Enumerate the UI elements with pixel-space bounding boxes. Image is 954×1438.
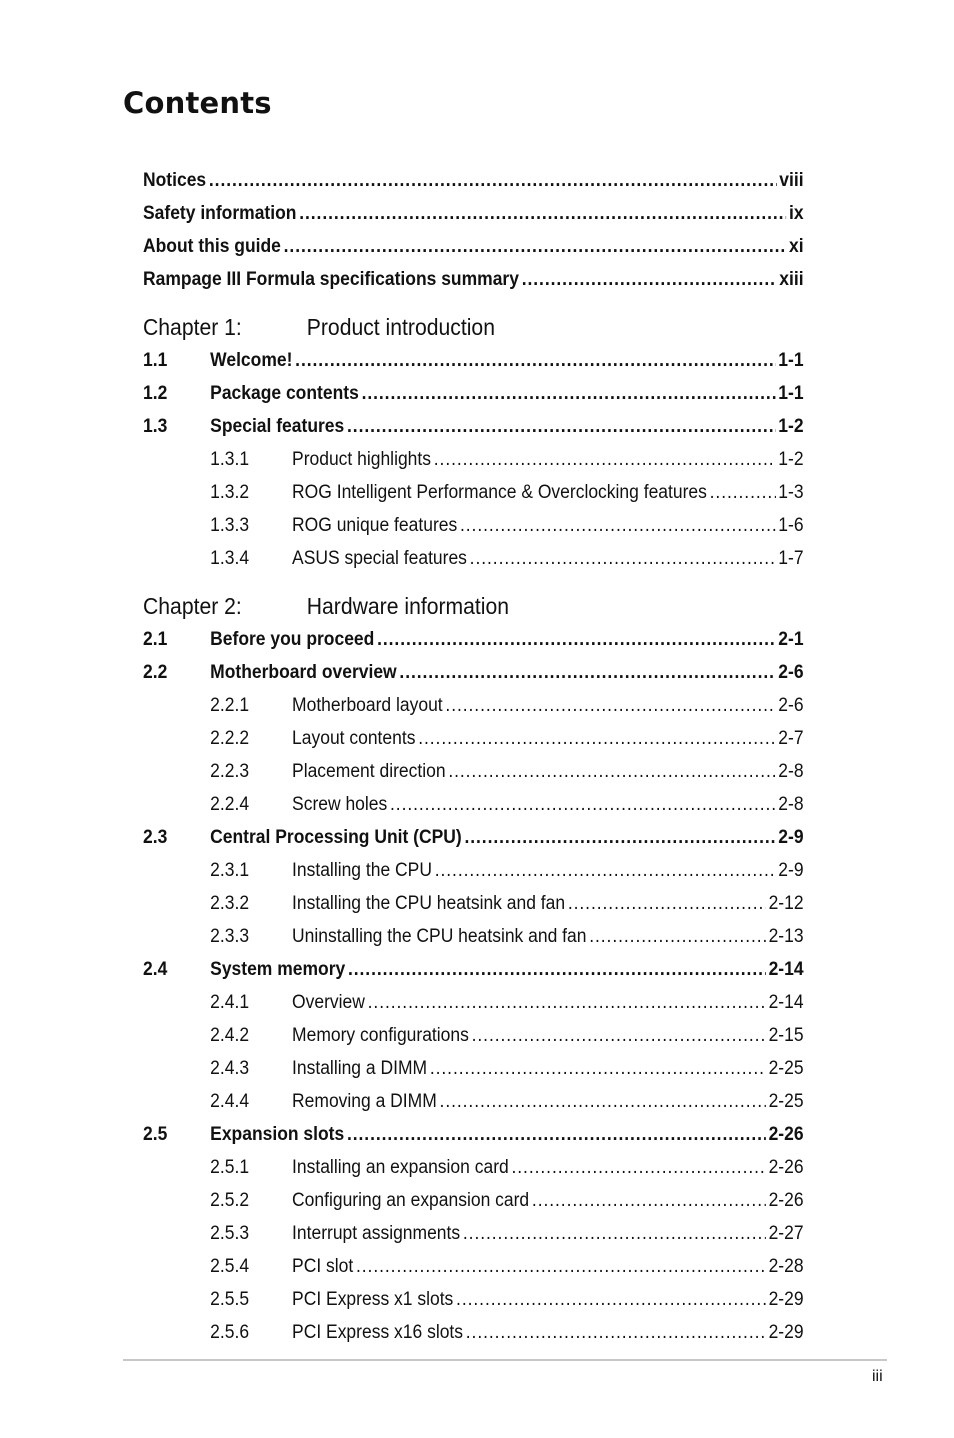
toc-entry-page: 2-29 (768, 1322, 804, 1343)
toc-leader-dots (448, 755, 775, 788)
toc-entry-number: 2.3 (143, 827, 168, 848)
toc-leader-dots (295, 344, 775, 377)
toc-entry-page: 2-9 (778, 860, 804, 881)
toc-entry-title: Screw holes (292, 794, 388, 815)
toc-leader-dots (456, 1283, 766, 1316)
toc-entry-number: 2.1 (143, 629, 168, 650)
toc-entry-title: Notices (143, 170, 207, 191)
toc-entry-title: Installing an expansion card (292, 1157, 509, 1178)
toc-entry-number: 2.5.5 (210, 1289, 250, 1310)
toc-entry-page: 2-8 (778, 761, 804, 782)
toc-leader-dots (568, 887, 766, 920)
toc-front-entry[interactable] (143, 197, 804, 230)
toc-entry-number: 2.5.1 (210, 1157, 250, 1178)
toc-entry-number: 1.3.4 (210, 548, 250, 569)
toc-subsection-entry[interactable] (143, 1019, 804, 1052)
toc-front-entry[interactable] (143, 164, 804, 197)
chapter-label: Chapter 1: (143, 314, 242, 340)
toc-subsection-entry[interactable] (143, 1184, 804, 1217)
toc-entry-title: Uninstalling the CPU heatsink and fan (292, 926, 587, 947)
toc-entry-page: 1-6 (778, 515, 804, 536)
toc-entry-title: PCI slot (292, 1256, 354, 1277)
toc-entry-page: 1-2 (778, 416, 804, 437)
toc-entry-number: 2.2.4 (210, 794, 250, 815)
toc-entry-page: 2-6 (778, 662, 804, 683)
toc-entry-number: 2.2.3 (210, 761, 250, 782)
toc-entry-title: ROG Intelligent Performance & Overclocking features (292, 482, 707, 503)
toc-section-entry[interactable] (143, 344, 804, 377)
toc-entry-number: 2.5 (143, 1124, 168, 1145)
toc-section-entry[interactable] (143, 821, 804, 854)
toc-entry-title: Placement direction (292, 761, 446, 782)
toc-entry-page: 2-14 (768, 992, 804, 1013)
toc-entry-page: 2-26 (768, 1190, 804, 1211)
toc-leader-dots (390, 788, 776, 821)
toc-entry-page: 2-29 (768, 1289, 804, 1310)
toc-entry-title: Motherboard layout (292, 695, 443, 716)
toc-entry-number: 2.4.2 (210, 1025, 250, 1046)
toc-leader-dots (377, 623, 775, 656)
toc-subsection-entry[interactable] (143, 1217, 804, 1250)
toc-entry-title: Welcome! (210, 350, 293, 371)
toc-subsection-entry[interactable] (143, 1250, 804, 1283)
toc-entry-number: 1.3.1 (210, 449, 250, 470)
table-of-contents (143, 164, 804, 1349)
toc-leader-dots (362, 377, 776, 410)
toc-entry-number: 2.5.3 (210, 1223, 250, 1244)
toc-entry-title: Product highlights (292, 449, 432, 470)
toc-entry-number: 2.5.4 (210, 1256, 250, 1277)
toc-leader-dots (435, 854, 776, 887)
chapter-title: Hardware information (306, 593, 510, 619)
toc-entry-number: 2.2.1 (210, 695, 250, 716)
toc-entry-page: 1-1 (778, 350, 804, 371)
toc-subsection-entry[interactable] (143, 722, 804, 755)
toc-entry-page: 2-14 (768, 959, 804, 980)
toc-entry-page: 2-12 (768, 893, 804, 914)
toc-leader-dots (460, 509, 776, 542)
toc-section-entry[interactable] (143, 656, 804, 689)
toc-entry-page: 2-25 (768, 1091, 804, 1112)
toc-entry-number: 2.4.3 (210, 1058, 250, 1079)
toc-subsection-entry[interactable] (143, 887, 804, 920)
toc-entry-title: Installing the CPU (292, 860, 432, 881)
toc-entry-title: Installing a DIMM (292, 1058, 428, 1079)
toc-entry-title: Interrupt assignments (292, 1223, 461, 1244)
toc-entry-title: ASUS special features (292, 548, 467, 569)
toc-entry-title: Safety information (143, 203, 297, 224)
toc-leader-dots (710, 476, 776, 509)
chapter-heading[interactable] (143, 590, 751, 623)
toc-subsection-entry[interactable] (143, 755, 804, 788)
toc-entry-page: 2-9 (778, 827, 804, 848)
toc-section-entry[interactable] (143, 623, 804, 656)
toc-subsection-entry[interactable] (143, 1151, 804, 1184)
toc-entry-page: 1-7 (778, 548, 804, 569)
chapter-label: Chapter 2: (143, 593, 242, 619)
toc-entry-page: 1-3 (778, 482, 804, 503)
toc-entry-number: 1.3.3 (210, 515, 250, 536)
toc-leader-dots (464, 821, 775, 854)
toc-subsection-entry[interactable] (143, 542, 804, 575)
toc-entry-title: Rampage III Formula specifications summary (143, 269, 519, 290)
toc-leader-dots (299, 197, 786, 230)
toc-subsection-entry[interactable] (143, 476, 804, 509)
toc-entry-page: 2-15 (768, 1025, 804, 1046)
toc-subsection-entry[interactable] (143, 1283, 804, 1316)
toc-entry-page: 2-1 (778, 629, 804, 650)
toc-entry-number: 2.3.3 (210, 926, 250, 947)
toc-subsection-entry[interactable] (143, 443, 804, 476)
toc-entry-page: ix (788, 203, 804, 224)
toc-leader-dots (445, 689, 775, 722)
toc-leader-dots (348, 953, 766, 986)
toc-entry-page: 1-1 (778, 383, 804, 404)
toc-entry-number: 1.1 (143, 350, 168, 371)
toc-entry-title: Special features (210, 416, 345, 437)
toc-leader-dots (472, 1019, 766, 1052)
toc-leader-dots (399, 656, 775, 689)
toc-entry-page: 1-2 (778, 449, 804, 470)
toc-leader-dots (522, 263, 777, 296)
toc-section-entry[interactable] (143, 953, 804, 986)
toc-entry-title: Memory configurations (292, 1025, 469, 1046)
toc-entry-title: System memory (210, 959, 346, 980)
toc-entry-page: viii (779, 170, 804, 191)
toc-leader-dots (434, 443, 776, 476)
toc-entry-title: Motherboard overview (210, 662, 397, 683)
toc-entry-page: 2-8 (778, 794, 804, 815)
toc-leader-dots (430, 1052, 766, 1085)
toc-entry-title: Before you proceed (210, 629, 375, 650)
toc-leader-dots (463, 1217, 766, 1250)
toc-leader-dots (470, 542, 776, 575)
toc-leader-dots (347, 410, 776, 443)
toc-subsection-entry[interactable] (143, 509, 804, 542)
toc-entry-number: 1.2 (143, 383, 168, 404)
toc-subsection-entry[interactable] (143, 788, 804, 821)
toc-entry-title: Installing the CPU heatsink and fan (292, 893, 566, 914)
toc-leader-dots (589, 920, 766, 953)
chapter-heading[interactable] (143, 311, 751, 344)
footer-rule (123, 1359, 887, 1361)
toc-leader-dots (356, 1250, 766, 1283)
toc-front-entry[interactable] (143, 263, 804, 296)
toc-leader-dots (418, 722, 775, 755)
toc-entry-title: Layout contents (292, 728, 416, 749)
toc-leader-dots (284, 230, 787, 263)
toc-front-entry[interactable] (143, 230, 804, 263)
toc-leader-dots (466, 1316, 766, 1349)
toc-leader-dots (347, 1118, 766, 1151)
toc-entry-page: 2-26 (768, 1157, 804, 1178)
toc-entry-number: 2.3.1 (210, 860, 250, 881)
toc-leader-dots (440, 1085, 766, 1118)
toc-entry-title: Overview (292, 992, 365, 1013)
toc-entry-page: 2-28 (768, 1256, 804, 1277)
toc-subsection-entry[interactable] (143, 986, 804, 1019)
toc-section-entry[interactable] (143, 410, 804, 443)
toc-entry-title: Package contents (210, 383, 359, 404)
toc-subsection-entry[interactable] (143, 1052, 804, 1085)
toc-subsection-entry[interactable] (143, 1316, 804, 1349)
toc-section-entry[interactable] (143, 1118, 804, 1151)
toc-entry-page: 2-27 (768, 1223, 804, 1244)
toc-entry-page: 2-13 (768, 926, 804, 947)
toc-subsection-entry[interactable] (143, 854, 804, 887)
toc-entry-number: 2.5.2 (210, 1190, 250, 1211)
toc-entry-number: 2.4.4 (210, 1091, 250, 1112)
toc-entry-number: 1.3.2 (210, 482, 250, 503)
toc-entry-page: 2-6 (778, 695, 804, 716)
toc-entry-page: xiii (779, 269, 804, 290)
toc-entry-number: 2.2 (143, 662, 168, 683)
toc-entry-title: Removing a DIMM (292, 1091, 437, 1112)
toc-entry-title: PCI Express x16 slots (292, 1322, 464, 1343)
toc-subsection-entry[interactable] (143, 920, 804, 953)
toc-entry-page: 2-25 (768, 1058, 804, 1079)
toc-entry-title: Central Processing Unit (CPU) (210, 827, 462, 848)
toc-entry-title: Expansion slots (210, 1124, 345, 1145)
toc-entry-page: 2-26 (768, 1124, 804, 1145)
toc-entry-number: 1.3 (143, 416, 168, 437)
toc-subsection-entry[interactable] (143, 1085, 804, 1118)
toc-leader-dots (532, 1184, 766, 1217)
page-title: Contents (123, 86, 272, 120)
toc-entry-title: Configuring an expansion card (292, 1190, 530, 1211)
toc-entry-number: 2.2.2 (210, 728, 250, 749)
toc-section-entry[interactable] (143, 377, 804, 410)
toc-entry-page: 2-7 (778, 728, 804, 749)
toc-leader-dots (512, 1151, 766, 1184)
toc-entry-number: 2.5.6 (210, 1322, 250, 1343)
toc-entry-number: 2.3.2 (210, 893, 250, 914)
toc-subsection-entry[interactable] (143, 689, 804, 722)
toc-entry-page: xi (788, 236, 804, 257)
toc-leader-dots (368, 986, 766, 1019)
toc-entry-title: PCI Express x1 slots (292, 1289, 454, 1310)
page-number: iii (872, 1368, 883, 1385)
toc-entry-title: ROG unique features (292, 515, 458, 536)
toc-entry-number: 2.4.1 (210, 992, 250, 1013)
toc-leader-dots (209, 164, 777, 197)
chapter-title: Product introduction (306, 314, 495, 340)
toc-entry-number: 2.4 (143, 959, 168, 980)
toc-entry-title: About this guide (143, 236, 281, 257)
